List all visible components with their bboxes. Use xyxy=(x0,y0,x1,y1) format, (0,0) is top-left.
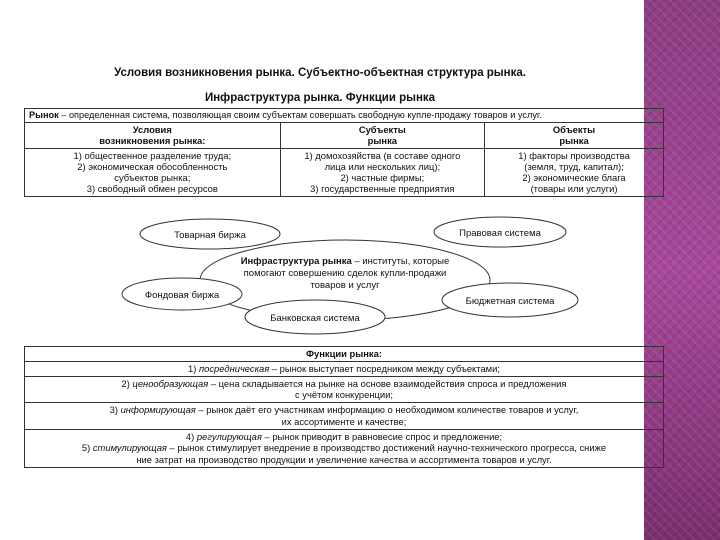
infrastructure-diagram xyxy=(110,212,610,340)
subjects-cell: 1) домохозяйства (в составе одного лица или нескольких лиц); 2) частные фирмы; 3) государственные предприятия xyxy=(280,148,484,196)
infrastructure-definition-line3: товаров и услуг xyxy=(310,280,380,291)
function-3: 3) информирующая – рынок даёт его участникам информацию о необходимом количестве товаров и услуг, их ассортименте и качестве; xyxy=(25,403,664,430)
function-1: 1) посредническая – рынок выступает посредником между субъектами; xyxy=(25,361,664,376)
market-functions-table xyxy=(24,346,664,468)
node-legal-system: Правовая система xyxy=(459,228,541,239)
infrastructure-definition-line2: помогают совершению сделок купли-продажи xyxy=(243,268,447,279)
node-budget-system: Бюджетная система xyxy=(465,296,555,307)
node-banking-system: Банковская система xyxy=(270,313,360,324)
infrastructure-definition-line1: Инфраструктура рынка – институты, которые xyxy=(240,256,450,267)
objects-cell: 1) факторы производства (земля, труд, капитал); 2) экономические блага (товары или услуги) xyxy=(485,148,664,196)
market-definition xyxy=(25,109,664,123)
page-title-line1: Условия возникновения рынка. Субъектно-объектная структура рынка. xyxy=(114,67,526,79)
header-objects: Объекты рынка xyxy=(485,123,664,149)
header-conditions: Условия возникновения рынка: xyxy=(25,123,281,149)
functions-header: Функции рынка: xyxy=(25,347,664,362)
market-definition-text: – определенная система, позволяющая своим субъектам совершать свободную купле-продажу товаров и услуг. xyxy=(58,110,542,120)
header-subjects: Субъекты рынка xyxy=(280,123,484,149)
function-4-5: 4) регулирующая – рынок приводит в равновесие спрос и предложение; 5) стимулирующая – рынок стимулирует внедрение в производство достижений научно-технического прогресса, сниже ние затрат на производство продукции и увеличение качества и ассортимента товаров и услуг. xyxy=(25,429,664,467)
conditions-cell: 1) общественное разделение труда; 2) экономическая обособленность субъектов рынка; 3) свободный обмен ресурсов xyxy=(25,148,281,196)
market-term: Рынок xyxy=(29,110,59,120)
market-structure-table xyxy=(24,108,664,197)
page-title-line2: Инфраструктура рынка. Функции рынка xyxy=(204,92,436,104)
node-stock-exchange: Фондовая биржа xyxy=(144,290,220,301)
function-2: 2) ценообразующая – цена складывается на рынке на основе взаимодействия спроса и предложения с учётом конкуренции; xyxy=(25,376,664,403)
node-commodity-exchange: Товарная биржа xyxy=(174,230,246,241)
